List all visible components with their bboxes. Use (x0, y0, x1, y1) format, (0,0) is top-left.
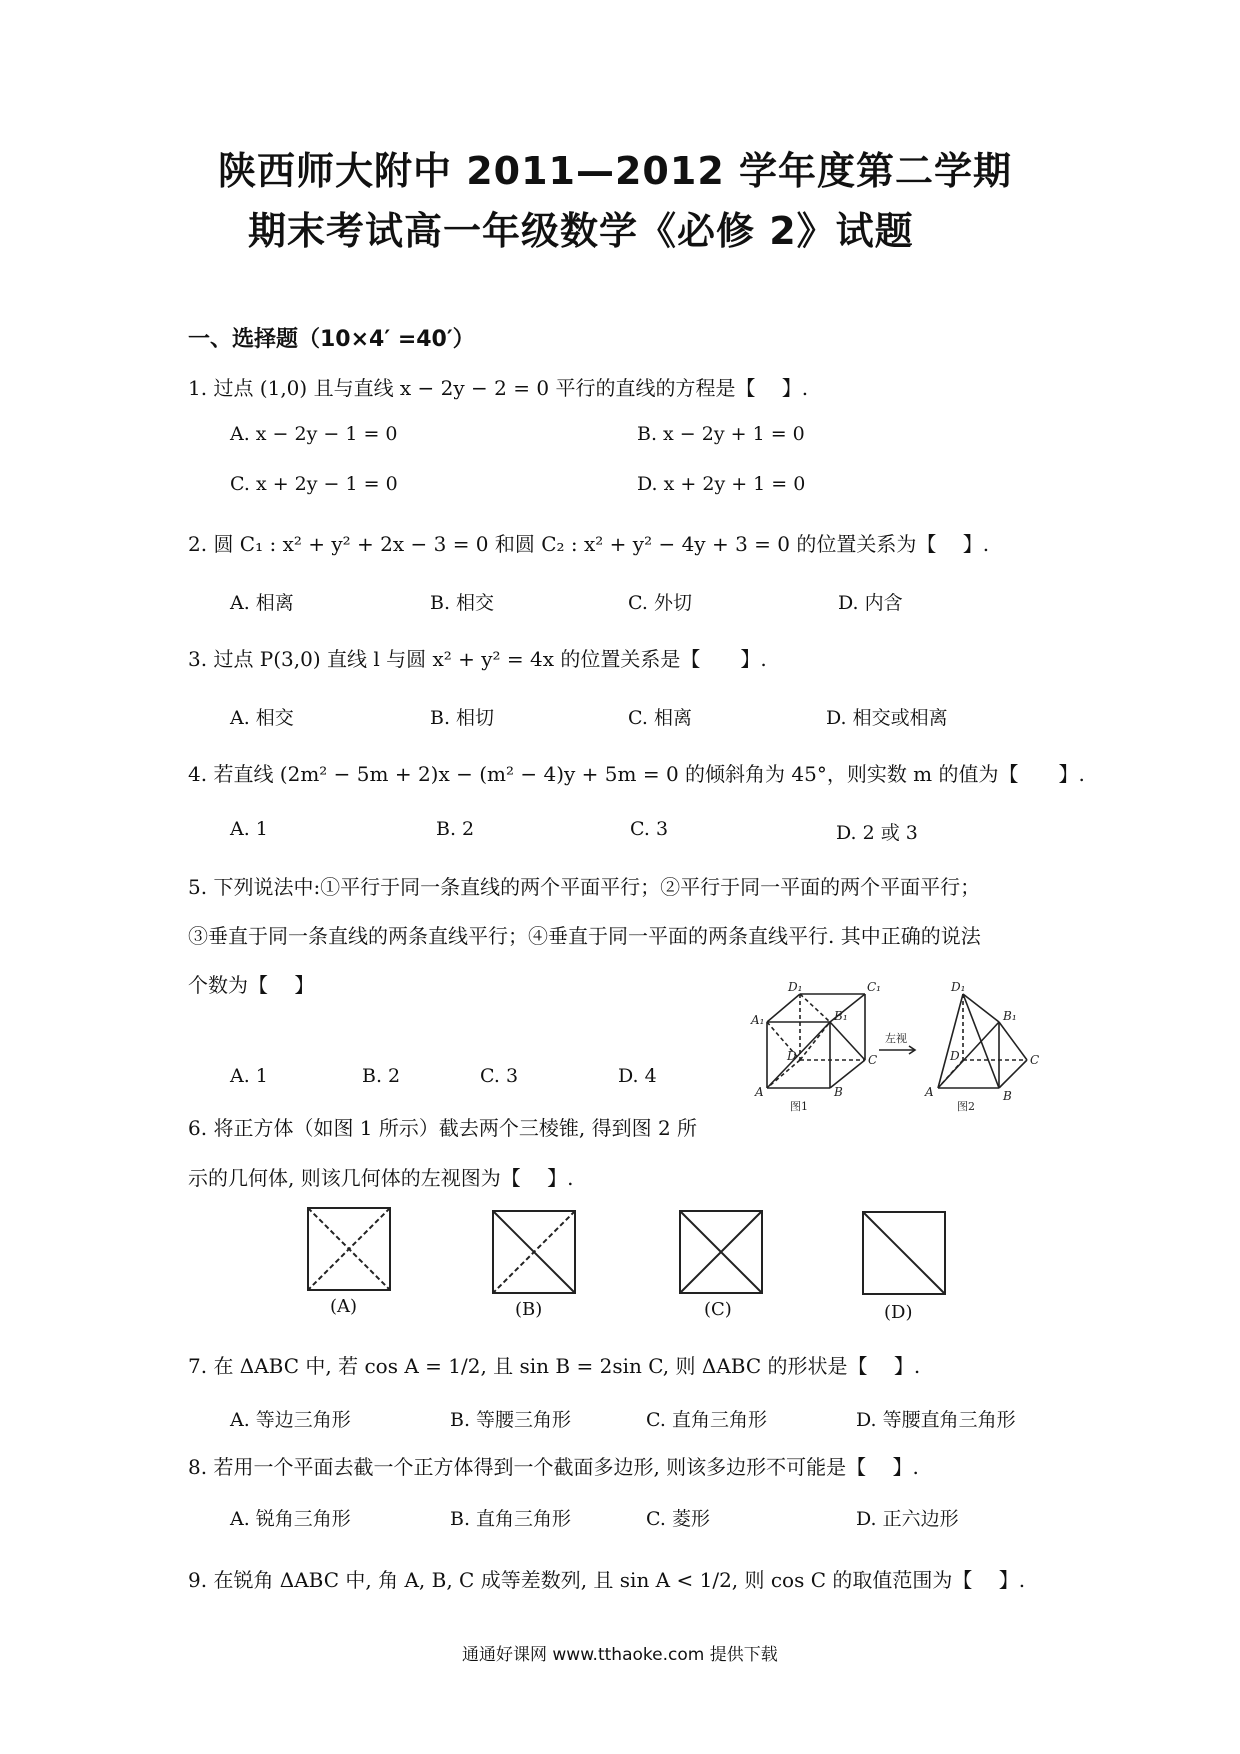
q8-option-a: A. 锐角三角形 (230, 1508, 351, 1530)
vertex-label-d: D (787, 1049, 797, 1063)
question-5-line-1: 5. 下列说法中:①平行于同一条直线的两个平面平行；②平行于同一平面的两个平面平行； (188, 875, 981, 899)
q1-option-a: A. x − 2y − 1 = 0 (230, 423, 398, 445)
q7-option-b: B. 等腰三角形 (450, 1409, 572, 1431)
fig2-vertex-label-c: C (1030, 1053, 1040, 1067)
q1-option-b: B. x − 2y + 1 = 0 (637, 423, 805, 445)
left-view-options (305, 1205, 955, 1320)
q5-option-b: B. 2 (362, 1065, 401, 1087)
fig2-vertex-label-d: D (950, 1049, 960, 1063)
q1-option-d: D. x + 2y + 1 = 0 (637, 473, 806, 495)
q6-option-d-label: (D) (884, 1302, 913, 1323)
q5-option-a: A. 1 (230, 1065, 268, 1087)
question-2: 2. 圆 C₁ : x² + y² + 2x − 3 = 0 和圆 C₂ : x² + y² − 4y + 3 = 0 的位置关系为【 】. (188, 532, 990, 556)
question-9: 9. 在锐角 ΔABC 中, 角 A, B, C 成等差数列, 且 sin A < 1/2, 则 cos C 的取值范围为【 】. (188, 1568, 1026, 1592)
q8-option-c: C. 菱形 (646, 1508, 710, 1530)
vertex-label-d1: D₁ (788, 980, 803, 994)
vertex-label-a: A (755, 1085, 764, 1099)
question-6-line-1: 6. 将正方体（如图 1 所示）截去两个三棱锥, 得到图 2 所 (188, 1116, 698, 1140)
q3-option-b: B. 相切 (430, 707, 495, 729)
title-line-1: 陕西师大附中 2011—2012 学年度第二学期 (218, 149, 1012, 193)
q6-option-b-label: (B) (515, 1299, 543, 1320)
question-6-line-2: 示的几何体, 则该几何体的左视图为【 】. (188, 1166, 574, 1190)
q1-option-c: C. x + 2y − 1 = 0 (230, 473, 398, 495)
q4-option-b: B. 2 (436, 818, 475, 840)
q3-option-c: C. 相离 (628, 707, 692, 729)
cube-figures (745, 978, 1050, 1113)
question-1: 1. 过点 (1,0) 且与直线 x − 2y − 2 = 0 平行的直线的方程是【 】. (188, 376, 809, 400)
q5-option-d: D. 4 (618, 1065, 657, 1087)
title-line-2: 期末考试高一年级数学《必修 2》试题 (248, 209, 914, 253)
q3-option-d: D. 相交或相离 (826, 707, 948, 729)
q8-option-d: D. 正六边形 (856, 1508, 959, 1530)
question-5-line-3: 个数为【 】 (188, 973, 315, 997)
q7-option-a: A. 等边三角形 (230, 1409, 351, 1431)
fig2-vertex-label-b: B (1003, 1089, 1012, 1103)
q6-option-a-label: (A) (330, 1296, 358, 1317)
fig2-vertex-label-d1: D₁ (951, 980, 966, 994)
q2-option-d: D. 内含 (838, 592, 903, 614)
question-4: 4. 若直线 (2m² − 5m + 2)x − (m² − 4)y + 5m = 0 的倾斜角为 45°，则实数 m 的值为【 】. (188, 762, 1085, 786)
q4-option-d: D. 2 或 3 (836, 822, 918, 844)
q7-option-d: D. 等腰直角三角形 (856, 1409, 1016, 1431)
arrow-label: 左视 (885, 1032, 907, 1045)
question-3: 3. 过点 P(3,0) 直线 l 与圆 x² + y² = 4x 的位置关系是【 】. (188, 647, 767, 671)
section-heading: 一、选择题（10×4′ =40′） (188, 327, 475, 352)
fig2-vertex-label-a: A (925, 1085, 934, 1099)
q2-option-a: A. 相离 (230, 592, 294, 614)
page-footer: 通通好课网 www.tthaoke.com 提供下载 (462, 1645, 778, 1665)
q4-option-a: A. 1 (230, 818, 268, 840)
q5-option-c: C. 3 (480, 1065, 519, 1087)
vertex-label-c: C (868, 1053, 878, 1067)
fig2-caption: 图2 (957, 1100, 975, 1113)
vertex-label-a1: A₁ (751, 1013, 765, 1027)
q8-option-b: B. 直角三角形 (450, 1508, 572, 1530)
q3-option-a: A. 相交 (230, 707, 294, 729)
q2-option-b: B. 相交 (430, 592, 495, 614)
q4-option-c: C. 3 (630, 818, 669, 840)
q7-option-c: C. 直角三角形 (646, 1409, 767, 1431)
fig1-caption: 图1 (790, 1100, 808, 1113)
q6-option-c-label: (C) (704, 1299, 732, 1320)
question-7: 7. 在 ΔABC 中, 若 cos A = 1/2, 且 sin B = 2sin C, 则 ΔABC 的形状是【 】. (188, 1354, 921, 1378)
question-5-line-2: ③垂直于同一条直线的两条直线平行；④垂直于同一平面的两条直线平行. 其中正确的说法 (188, 924, 981, 948)
vertex-label-c1: C₁ (867, 980, 881, 994)
q2-option-c: C. 外切 (628, 592, 692, 614)
vertex-label-b: B (834, 1085, 843, 1099)
question-8: 8. 若用一个平面去截一个正方体得到一个截面多边形, 则该多边形不可能是【 】. (188, 1455, 919, 1479)
fig2-vertex-label-b1: B₁ (1003, 1009, 1017, 1023)
vertex-label-b1: B₁ (834, 1009, 848, 1023)
